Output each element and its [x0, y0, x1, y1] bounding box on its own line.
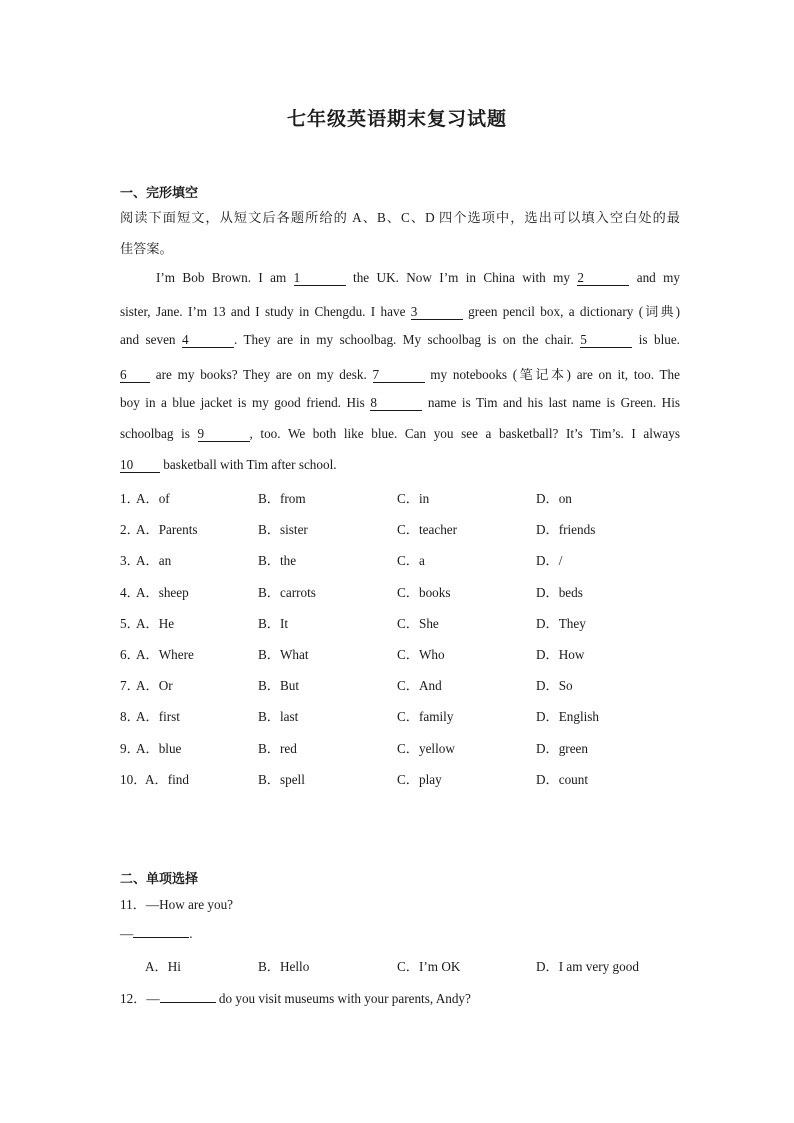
blank-9: 9: [198, 427, 250, 442]
blank-5: 5: [580, 333, 632, 348]
option-a: A．first: [136, 709, 180, 725]
option-d: D．friends: [536, 522, 596, 538]
page-title: 七年级英语期末复习试题: [286, 109, 507, 130]
option-c: C．And: [397, 678, 442, 694]
blank-4: 4: [182, 333, 234, 348]
passage-line: boy in a blue jacket is my good friend. His 8 name is Tim and his last name is Green. His: [120, 395, 680, 410]
question-number: 7．: [120, 678, 140, 694]
option-c: C．family: [397, 709, 454, 725]
instruction-line: 阅读下面短文，从短文后各题所给的 A、B、C、D 四个选项中，选出可以填入空白处的最: [120, 210, 680, 225]
option-a: A．find: [145, 771, 189, 787]
question-number: 4．: [120, 584, 140, 600]
option-c: C．a: [397, 553, 425, 569]
option-d: D．green: [536, 740, 588, 756]
option-d: D．They: [536, 615, 586, 631]
question-11-answer-line: — .: [120, 926, 193, 941]
passage-line: I’m Bob Brown. I am 1 the UK. Now I’m in China with my 2 and my: [156, 270, 680, 285]
option-a: A．Or: [136, 678, 173, 694]
option-b: B．spell: [258, 771, 305, 787]
option-c: C．teacher: [397, 522, 458, 538]
question-12-stem: 12．— do you visit museums with your parents, Andy?: [120, 991, 471, 1006]
blank-1: 1: [294, 271, 346, 286]
passage-line: 10 basketball with Tim after school.: [120, 457, 337, 472]
section-heading-cloze: 一、完形填空: [120, 185, 199, 200]
question-number: 10．: [120, 771, 147, 787]
q11-option-c: C．I’m OK: [397, 959, 461, 974]
option-a: A．blue: [136, 740, 182, 756]
question-number: 2．: [120, 522, 140, 538]
option-c: C．in: [397, 491, 430, 506]
option-b: B．last: [258, 709, 299, 725]
option-c: C．yellow: [397, 740, 455, 756]
question-number: 6．: [120, 647, 140, 662]
option-c: C．Who: [397, 647, 445, 662]
option-b: B．red: [258, 740, 297, 756]
question-number: 9．: [120, 740, 140, 756]
blank-3: 3: [411, 305, 463, 320]
question-number: 5．: [120, 615, 140, 631]
blank-10: 10: [120, 458, 160, 473]
passage-line: and seven 4 . They are in my schoolbag. My schoolbag is on the chair. 5 is blue.: [120, 332, 680, 347]
passage-line: schoolbag is 9 , too. We both like blue. Can you see a basketball? It’s Tim’s. I always: [120, 426, 681, 441]
option-c: C．play: [397, 771, 442, 787]
q11-option-d: D．I am very good: [536, 959, 639, 974]
question-number: 8．: [120, 709, 140, 725]
blank-12: [160, 1002, 216, 1003]
option-d: D．So: [536, 678, 573, 694]
option-b: B．from: [258, 491, 306, 506]
option-a: A．Parents: [136, 522, 198, 538]
blank-2: 2: [577, 271, 629, 286]
option-b: B．carrots: [258, 584, 316, 600]
option-b: B．What: [258, 647, 309, 662]
question-number: 1．: [120, 491, 140, 506]
instruction-line: 佳答案。: [120, 241, 173, 256]
blank-6: 6: [120, 368, 150, 383]
option-a: A．sheep: [136, 584, 189, 600]
passage-line: sister, Jane. I’m 13 and I study in Chengdu. I have 3 green pencil box, a dictionary (词典): [120, 304, 681, 319]
option-b: B．But: [258, 678, 300, 694]
option-d: D．English: [536, 709, 600, 725]
option-a: A．He: [136, 615, 175, 631]
option-a: A．of: [136, 491, 170, 506]
option-b: B．It: [258, 615, 289, 631]
option-c: C．She: [397, 615, 439, 631]
option-b: B．the: [258, 553, 297, 569]
blank-11: [133, 937, 189, 938]
section-heading-single-choice: 二、单项选择: [120, 871, 199, 886]
option-c: C．books: [397, 584, 451, 600]
option-d: D．How: [536, 647, 585, 662]
option-a: A．an: [136, 553, 172, 569]
question-number: 3．: [120, 553, 140, 569]
option-a: A．Where: [136, 647, 194, 662]
option-d: D．count: [536, 771, 589, 787]
blank-7: 7: [373, 368, 425, 383]
blank-8: 8: [370, 396, 422, 411]
option-d: D．/: [536, 553, 563, 569]
option-b: B．sister: [258, 522, 308, 538]
question-11-stem: 11．—How are you?: [120, 897, 234, 912]
passage-line: 6 are my books? They are on my desk. 7 my notebooks (笔记本) are on it, too. The: [120, 367, 681, 382]
option-d: D．beds: [536, 584, 583, 600]
q11-option-a: A．Hi: [145, 959, 181, 974]
q11-option-b: B．Hello: [258, 959, 310, 974]
option-d: D．on: [536, 491, 572, 506]
